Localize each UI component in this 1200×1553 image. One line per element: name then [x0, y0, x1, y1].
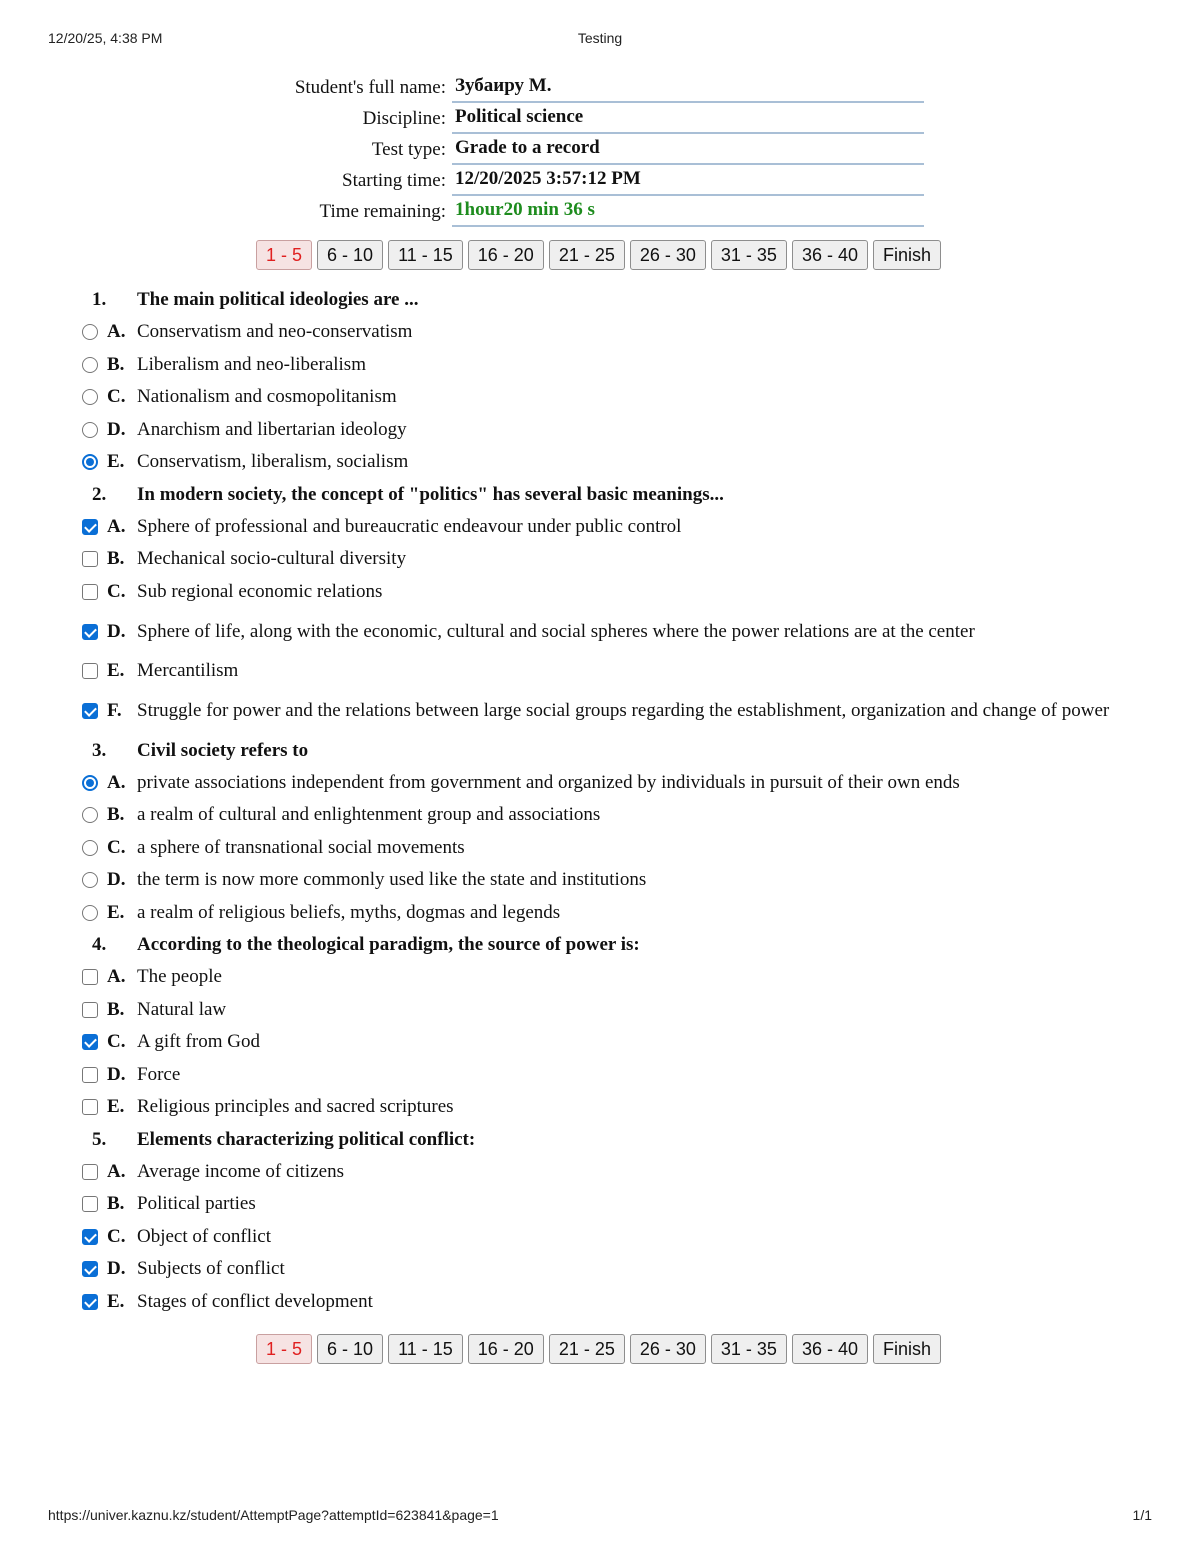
radio-button[interactable] [82, 324, 98, 340]
option-letter: A. [107, 1160, 126, 1182]
question-number: 4. [92, 934, 107, 955]
discipline-value: Political science [452, 106, 924, 134]
option-text: Force [137, 1063, 181, 1085]
page-button-6-10[interactable]: 6 - 10 [317, 240, 383, 270]
answer-control [78, 454, 102, 470]
option-letter: E. [107, 1290, 125, 1312]
answer-control [78, 775, 102, 791]
option-text: private associations independent from government and organized by individuals in pursuit of their own ends [137, 771, 960, 793]
checkbox[interactable] [82, 624, 98, 640]
question-text: According to the theological paradigm, the source of power is: [137, 934, 640, 955]
option-letter: B. [107, 353, 125, 375]
page-button-6-10[interactable]: 6 - 10 [317, 1334, 383, 1364]
option-letter: E. [107, 1096, 125, 1118]
option-text: Subjects of conflict [137, 1258, 285, 1280]
question-title [78, 1124, 1128, 1156]
answer-option[interactable] [78, 1156, 1128, 1189]
answer-option[interactable] [78, 1091, 1128, 1124]
option-text: The people [137, 966, 222, 988]
page-button-31-35[interactable]: 31 - 35 [711, 1334, 787, 1364]
answer-option[interactable] [78, 1059, 1128, 1092]
student-name-value: Зубаиру М. [452, 75, 924, 103]
option-text: Anarchism and libertarian ideology [137, 418, 407, 440]
option-letter: D. [107, 418, 126, 440]
info-row-test-type [170, 134, 930, 165]
option-letter: A. [107, 515, 126, 537]
option-text: Sub regional economic relations [137, 580, 383, 602]
radio-button[interactable] [82, 905, 98, 921]
checkbox[interactable] [82, 1099, 98, 1115]
option-letter: D. [107, 1063, 126, 1085]
print-footer [48, 1507, 1152, 1527]
answer-control [78, 1164, 102, 1180]
info-row-start [170, 165, 930, 196]
print-title: Testing [577, 30, 623, 46]
page-navigation-top [256, 240, 941, 270]
answer-option[interactable] [78, 316, 1128, 349]
option-text: the term is now more commonly used like the state and institutions [137, 869, 647, 891]
question-number: 3. [92, 739, 107, 761]
option-letter: E. [107, 660, 125, 682]
answer-control [78, 1261, 102, 1277]
answer-control [78, 389, 102, 405]
answer-control [78, 1099, 102, 1115]
option-letter: A. [107, 771, 126, 793]
answer-control [78, 584, 102, 600]
answer-option[interactable] [78, 688, 1128, 735]
option-letter: C. [107, 1225, 126, 1247]
answer-option[interactable] [78, 1253, 1128, 1286]
answer-control [78, 624, 102, 640]
answer-option[interactable] [78, 349, 1128, 382]
page-button-11-15[interactable]: 11 - 15 [388, 1334, 463, 1364]
checkbox[interactable] [82, 551, 98, 567]
answer-option[interactable] [78, 799, 1128, 832]
question-title [78, 929, 1128, 961]
question-text: Elements characterizing political conflict: [137, 1128, 476, 1150]
answer-control [78, 905, 102, 921]
page-navigation-bottom [256, 1334, 941, 1364]
option-text: Struggle for power and the relations between large social groups regarding the establishment, organization and change of power [137, 700, 1110, 721]
option-text: Conservatism, liberalism, socialism [137, 451, 409, 473]
question-list [78, 284, 1128, 1318]
option-text: Mechanical socio-cultural diversity [137, 548, 407, 570]
answer-option[interactable] [78, 576, 1128, 609]
answer-option[interactable] [78, 994, 1128, 1027]
answer-option[interactable] [78, 414, 1128, 447]
option-text: a realm of cultural and enlightenment group and associations [137, 804, 601, 826]
answer-control [78, 703, 102, 719]
starting-time-label: Starting time: [342, 170, 446, 191]
option-letter: C. [107, 580, 126, 602]
checkbox[interactable] [82, 1229, 98, 1245]
answer-control [78, 1196, 102, 1212]
option-text: Nationalism and cosmopolitanism [137, 386, 397, 408]
page-button-21-25[interactable]: 21 - 25 [549, 1334, 625, 1364]
answer-option[interactable] [78, 1221, 1128, 1254]
option-text: Political parties [137, 1193, 256, 1215]
question-text: The main political ideologies are ... [137, 289, 419, 310]
answer-control [78, 1067, 102, 1083]
answer-control [78, 1294, 102, 1310]
student-info [170, 72, 930, 227]
page-button-36-40[interactable]: 36 - 40 [792, 240, 868, 270]
answer-option[interactable] [78, 961, 1128, 994]
answer-control [78, 324, 102, 340]
checkbox[interactable] [82, 1261, 98, 1277]
answer-control [78, 1002, 102, 1018]
radio-button[interactable] [82, 775, 98, 791]
radio-button[interactable] [82, 422, 98, 438]
option-text: Object of conflict [137, 1225, 272, 1247]
print-header [48, 30, 1152, 50]
answer-option[interactable] [78, 543, 1128, 576]
checkbox[interactable] [82, 1067, 98, 1083]
answer-option[interactable] [78, 511, 1128, 544]
option-text: Liberalism and neo-liberalism [137, 353, 366, 375]
checkbox[interactable] [82, 1002, 98, 1018]
question-title [78, 284, 1128, 316]
checkbox[interactable] [82, 1196, 98, 1212]
option-text: Natural law [137, 998, 227, 1020]
test-type-label: Test type: [371, 139, 446, 160]
option-letter: A. [107, 321, 126, 343]
question-title [78, 479, 1128, 511]
radio-button[interactable] [82, 357, 98, 373]
answer-control [78, 840, 102, 856]
answer-control [78, 1034, 102, 1050]
page-button-36-40[interactable]: 36 - 40 [792, 1334, 868, 1364]
option-text: Stages of conflict development [137, 1290, 373, 1312]
starting-time-value: 12/20/2025 3:57:12 PM [452, 168, 924, 196]
radio-button[interactable] [82, 389, 98, 405]
checkbox[interactable] [82, 663, 98, 679]
option-text: Sphere of life, along with the economic, cultural and social spheres where the power relations are at the center [137, 620, 975, 642]
checkbox[interactable] [82, 584, 98, 600]
radio-button[interactable] [82, 807, 98, 823]
radio-button[interactable] [82, 872, 98, 888]
answer-option[interactable] [78, 1188, 1128, 1221]
radio-button[interactable] [82, 454, 98, 470]
answer-option[interactable] [78, 1026, 1128, 1059]
student-name-label: Student's full name: [294, 77, 446, 98]
answer-control [78, 422, 102, 438]
answer-control [78, 519, 102, 535]
info-row-student [170, 72, 930, 103]
time-remaining-value: 1hour20 min 36 s [452, 199, 924, 227]
checkbox[interactable] [82, 519, 98, 535]
option-text: Average income of citizens [137, 1160, 344, 1182]
answer-option[interactable] [78, 446, 1128, 479]
print-url: https://univer.kaznu.kz/student/AttemptPage?attemptId=623841&page=1 [48, 1507, 499, 1523]
option-letter: C. [107, 836, 126, 858]
time-remaining-label: Time remaining: [319, 201, 446, 222]
option-letter: C. [107, 1031, 126, 1053]
answer-control [78, 872, 102, 888]
option-letter: A. [107, 966, 126, 988]
option-letter: E. [107, 901, 125, 923]
option-letter: B. [107, 1193, 125, 1215]
question-number: 2. [92, 483, 107, 505]
option-letter: B. [107, 548, 125, 570]
test-type-value: Grade to a record [452, 137, 924, 165]
radio-button[interactable] [82, 840, 98, 856]
page-button-21-25[interactable]: 21 - 25 [549, 240, 625, 270]
option-letter: B. [107, 998, 125, 1020]
answer-control [78, 663, 102, 679]
answer-control [78, 551, 102, 567]
question-text: Civil society refers to [137, 739, 309, 761]
answer-option[interactable] [78, 608, 1128, 655]
answer-control [78, 357, 102, 373]
discipline-label: Discipline: [362, 108, 446, 129]
page-button-26-30[interactable]: 26 - 30 [630, 1334, 706, 1364]
option-text: Mercantilism [137, 660, 239, 682]
checkbox[interactable] [82, 1034, 98, 1050]
checkbox[interactable] [82, 1294, 98, 1310]
answer-control [78, 969, 102, 985]
option-letter: D. [107, 869, 126, 891]
answer-option[interactable] [78, 864, 1128, 897]
info-row-remaining [170, 196, 930, 227]
option-text: a sphere of transnational social movements [137, 836, 465, 858]
checkbox[interactable] [82, 969, 98, 985]
answer-option[interactable] [78, 767, 1128, 800]
print-page-number: 1/1 [1132, 1507, 1152, 1523]
option-letter: E. [107, 451, 125, 473]
page-button-16-20[interactable]: 16 - 20 [468, 1334, 544, 1364]
checkbox[interactable] [82, 1164, 98, 1180]
option-letter: B. [107, 804, 125, 826]
print-datetime: 12/20/25, 4:38 PM [48, 30, 163, 46]
page-button-1-5[interactable]: 1 - 5 [256, 1334, 312, 1364]
page-button-1-5[interactable]: 1 - 5 [256, 240, 312, 270]
option-letter: D. [107, 1258, 126, 1280]
answer-option[interactable] [78, 832, 1128, 865]
checkbox[interactable] [82, 703, 98, 719]
question-title [78, 735, 1128, 767]
option-letter: C. [107, 386, 126, 408]
answer-control [78, 807, 102, 823]
question-number: 1. [92, 289, 107, 310]
answer-option[interactable] [78, 655, 1128, 688]
page-button-16-20[interactable]: 16 - 20 [468, 240, 544, 270]
question-number: 5. [92, 1128, 107, 1150]
option-text: A gift from God [137, 1031, 260, 1053]
answer-option[interactable] [78, 897, 1128, 930]
finish-button[interactable]: Finish [873, 1334, 941, 1364]
option-letter: D. [107, 620, 126, 642]
page-button-26-30[interactable]: 26 - 30 [630, 240, 706, 270]
option-text: a realm of religious beliefs, myths, dogmas and legends [137, 901, 561, 923]
answer-option[interactable] [78, 1286, 1128, 1319]
finish-button[interactable]: Finish [873, 240, 941, 270]
option-text: Sphere of professional and bureaucratic endeavour under public control [137, 515, 682, 537]
page-button-11-15[interactable]: 11 - 15 [388, 240, 463, 270]
option-text: Religious principles and sacred scriptures [137, 1096, 454, 1118]
option-text: Conservatism and neo-conservatism [137, 321, 413, 343]
question-text: In modern society, the concept of "politics" has several basic meanings... [137, 483, 724, 505]
option-letter: F. [107, 700, 122, 721]
info-row-discipline [170, 103, 930, 134]
page-button-31-35[interactable]: 31 - 35 [711, 240, 787, 270]
answer-option[interactable] [78, 381, 1128, 414]
answer-control [78, 1229, 102, 1245]
